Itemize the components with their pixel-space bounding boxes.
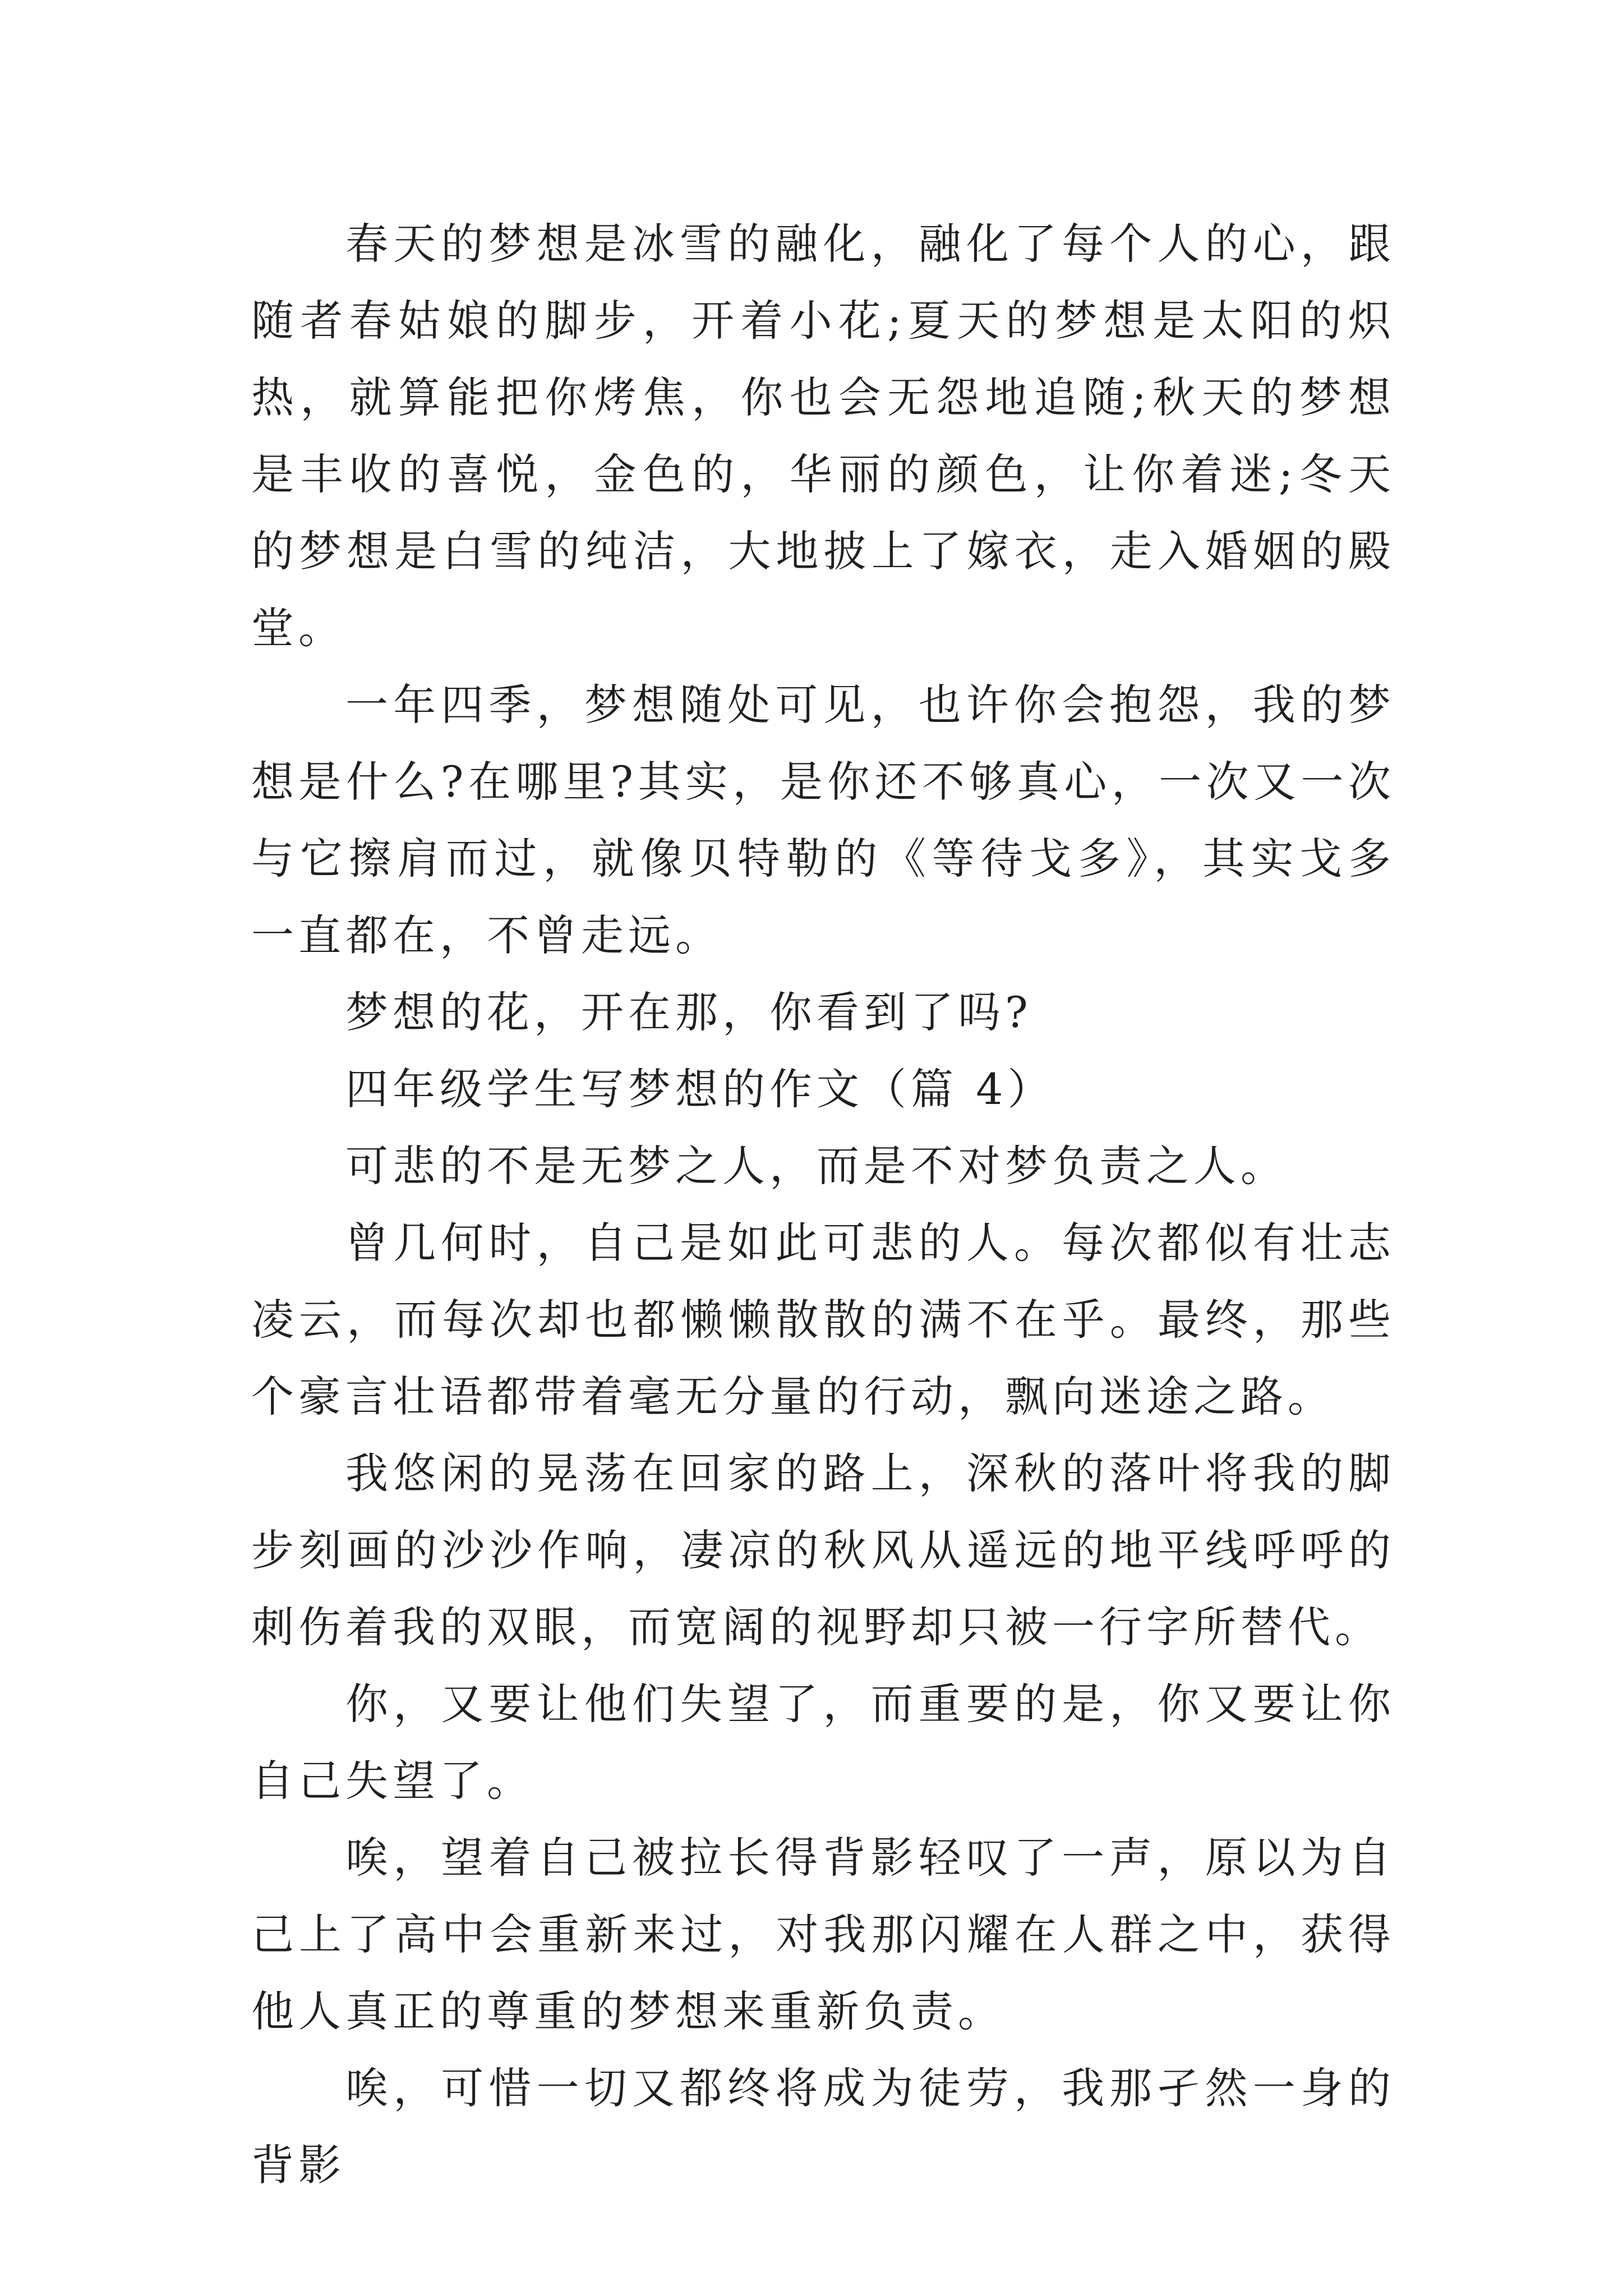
section-heading: 四年级学生写梦想的作文（篇 4） [345,1064,1055,1114]
paragraph: 梦想的花，开在那，你看到了吗? [345,987,1032,1037]
paragraph: 我悠闲的晃荡在回家的路上，深秋的落叶将我的脚步刻画的沙沙作响，凄凉的秋风从遥远的地平线呼呼的刺伤着我的双眼，而宽阔的视野却只被一行字所替代。 [251,1448,1395,1652]
paragraph: 一年四季，梦想随处可见，也许你会抱怨，我的梦想是什么?在哪里?其实，是你还不够真心，一次又一次与它擦肩而过，就像贝特勒的《等待戈多》，其实戈多一直都在，不曾走远。 [251,680,1395,960]
paragraph: 春天的梦想是冰雪的融化，融化了每个人的心，跟随者春姑娘的脚步，开着小花;夏天的梦想是太阳的炽热，就算能把你烤焦，你也会无怨地追随;秋天的梦想是丰收的喜悦，金色的，华丽的颜色，让你着迷;冬天的梦想是白雪的纯洁，大地披上了嫁衣，走入婚姻的殿堂。 [251,219,1395,653]
paragraph: 唉，可惜一切又都终将成为徒劳，我那孑然一身的背影 [251,2063,1395,2190]
paragraph: 你，又要让他们失望了，而重要的是，你又要让你自己失望了。 [251,1679,1395,1806]
paragraph: 唉，望着自己被拉长得背影轻叹了一声，原以为自己上了高中会重新来过，对我那闪耀在人群之中，获得他人真正的尊重的梦想来重新负责。 [251,1833,1395,2036]
paragraph: 可悲的不是无梦之人，而是不对梦负责之人。 [345,1141,1288,1191]
essay-body [251,205,1395,2203]
paragraph: 曾几何时，自己是如此可悲的人。每次都似有壮志凌云，而每次却也都懒懒散散的满不在乎。最终，那些个豪言壮语都带着毫无分量的行动，飘向迷途之路。 [251,1218,1395,1421]
